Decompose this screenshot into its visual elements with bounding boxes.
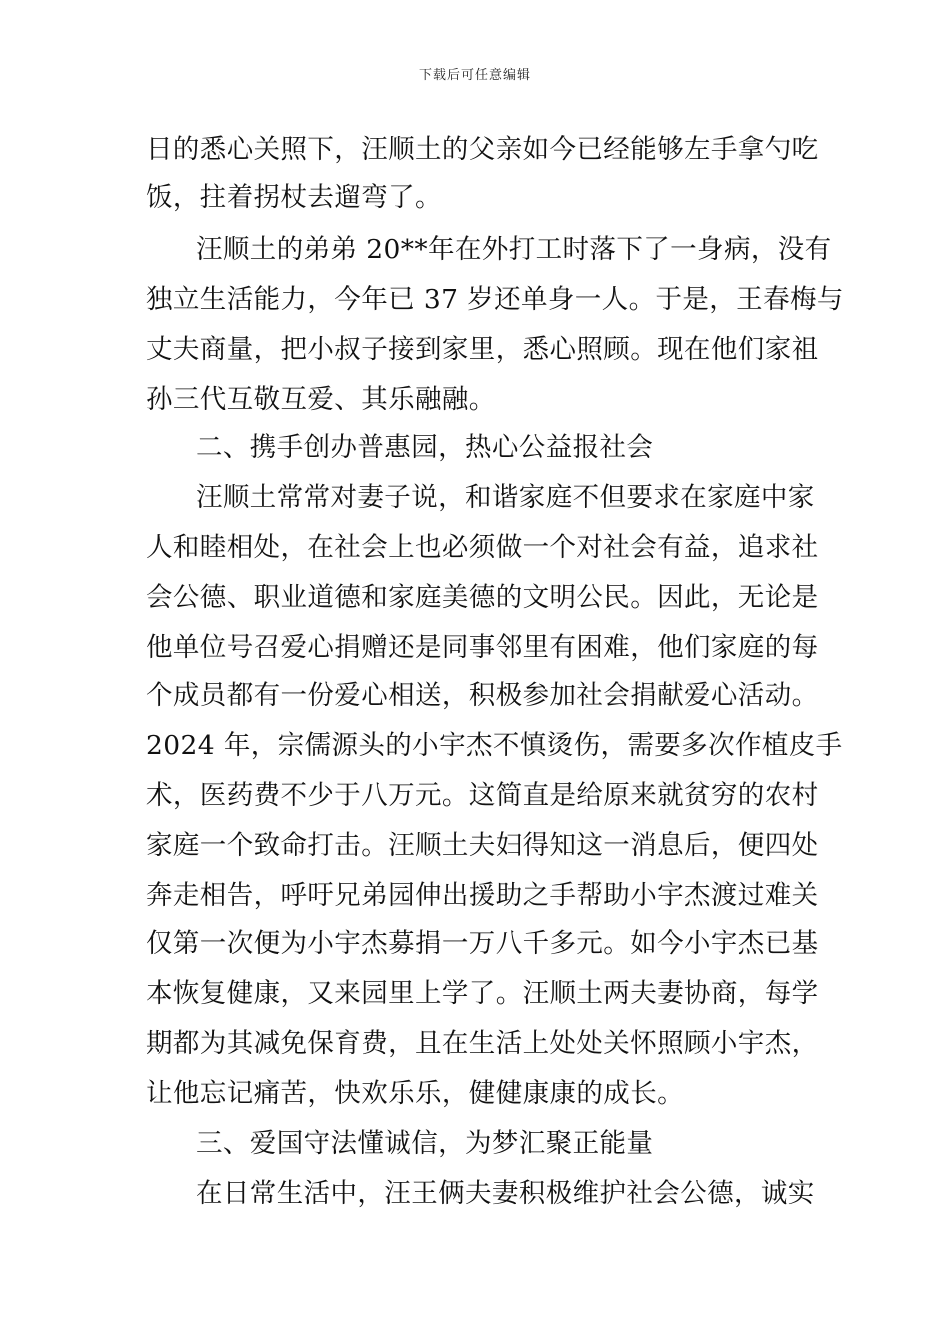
body-line: 个成员都有一份爱心相送，积极参加社会捐献爱心活动。 [146,680,819,711]
body-line: 本恢复健康，又来园里上学了。汪顺土两夫妻协商，每学 [146,978,819,1009]
body-line: 饭，拄着拐杖去遛弯了。 [146,182,442,213]
body-line: 孙三代互敬互爱、其乐融融。 [146,384,496,415]
body-line: 奔走相告，呼吁兄弟园伸出援助之手帮助小宇杰渡过难关 [146,880,819,911]
body-line: 人和睦相处，在社会上也必须做一个对社会有益，追求社 [146,532,819,563]
section-heading: 三、爱国守法懂诚信，为梦汇聚正能量 [196,1128,654,1159]
body-line: 在日常生活中，汪王俩夫妻积极维护社会公德，诚实 [196,1178,815,1209]
body-line: 期都为其减免保育费，且在生活上处处关怀照顾小宇杰， [146,1028,819,1059]
body-line: 汪顺土的弟弟 20**年在外打工时落下了一身病，没有 [196,234,832,265]
body-line: 汪顺土常常对妻子说，和谐家庭不但要求在家庭中家 [196,482,815,513]
body-line: 术，医药费不少于八万元。这简直是给原来就贫穷的农村 [146,780,819,811]
body-line: 家庭一个致命打击。汪顺土夫妇得知这一消息后，便四处 [146,830,819,861]
body-line: 2024 年，宗儒源头的小宇杰不慎烫伤，需要多次作植皮手 [146,730,843,761]
body-line: 日的悉心关照下，汪顺土的父亲如今已经能够左手拿勺吃 [146,134,819,165]
body-line: 让他忘记痛苦，快欢乐乐，健健康康的成长。 [146,1078,684,1109]
body-line: 会公德、职业道德和家庭美德的文明公民。因此，无论是 [146,582,819,613]
page-header: 下载后可任意编辑 [418,68,531,83]
section-heading: 二、携手创办普惠园，热心公益报社会 [196,432,654,463]
body-line: 仅第一次便为小宇杰募捐一万八千多元。如今小宇杰已基 [146,928,819,959]
body-line: 他单位号召爱心捐赠还是同事邻里有困难，他们家庭的每 [146,632,819,663]
body-line: 丈夫商量，把小叔子接到家里，悉心照顾。现在他们家祖 [146,334,819,365]
body-line: 独立生活能力，今年已 37 岁还单身一人。于是，王春梅与 [146,284,844,315]
